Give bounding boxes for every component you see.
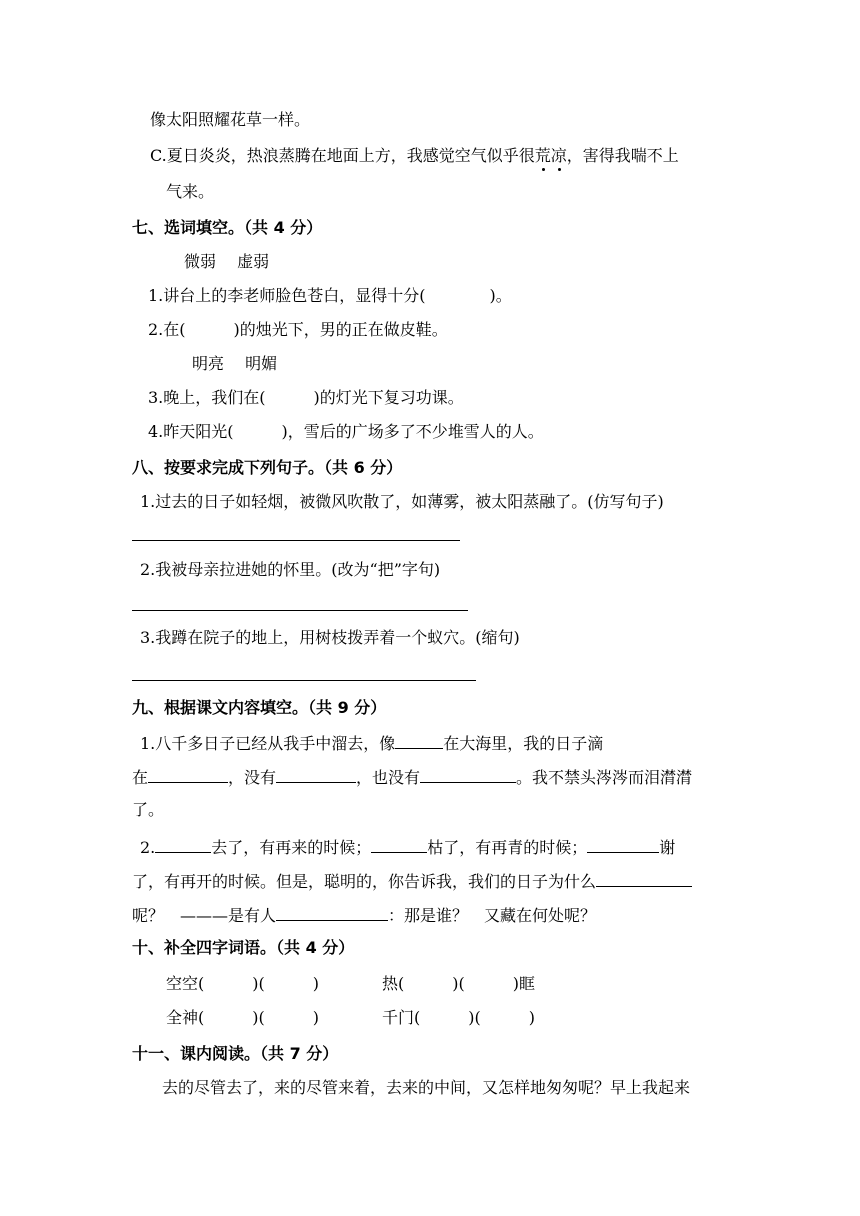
question-9-2-cont bbox=[132, 870, 692, 892]
question-9-1-cont bbox=[132, 766, 692, 788]
option-c-line bbox=[150, 146, 679, 166]
question-9-1-text: ，没有 bbox=[228, 768, 277, 787]
question-9-1-text: 1.八千多日子已经从我手中溜去，像 bbox=[140, 734, 396, 753]
question-8-1: 1.过去的日子如轻烟，被微风吹散了，如薄雾，被太阳蒸融了。(仿写句子) bbox=[140, 492, 664, 511]
question-9-1-text: 。我不禁头涔涔而泪潸潸 bbox=[516, 768, 693, 787]
question-9-2-text: 呢？ ———是有人 bbox=[132, 906, 277, 925]
text-line: 气来。 bbox=[166, 182, 215, 201]
text-line: 像太阳照耀花草一样。 bbox=[150, 110, 311, 129]
question-9-2-text: 去了，有再来的时候； bbox=[211, 838, 372, 857]
emphasis-char: 凉 bbox=[550, 146, 567, 165]
section-10-heading: 十、补全四字词语。（共 4 分） bbox=[132, 938, 355, 957]
question-7-4: 4.昨天阳光( )，雪后的广场多了不少堆雪人的人。 bbox=[148, 422, 544, 441]
emphasis-char: 荒 bbox=[534, 146, 551, 165]
reading-passage: 去的尽管去了，来的尽管来着，去来的中间，又怎样地匆匆呢？早上我起来 bbox=[162, 1078, 691, 1097]
question-9-2-text: 谢 bbox=[659, 838, 676, 857]
question-9-2-text: 了，有再开的时候。但是，聪明的，你告诉我，我们的日子为什么 bbox=[132, 872, 597, 891]
question-9-2-text: 枯了，有再青的时候； bbox=[427, 838, 588, 857]
blank[interactable] bbox=[395, 732, 443, 749]
question-9-1 bbox=[140, 732, 603, 754]
question-10-1: 空空( )( ) bbox=[166, 974, 319, 993]
question-9-2-end bbox=[132, 904, 596, 926]
answer-line[interactable] bbox=[132, 680, 476, 681]
option-c-text: ，害得我喘不上 bbox=[566, 146, 679, 165]
blank[interactable] bbox=[596, 870, 692, 887]
question-10-2: 热( )( )眶 bbox=[382, 974, 535, 993]
blank[interactable] bbox=[276, 766, 356, 783]
word-choices: 微弱 虚弱 bbox=[184, 252, 270, 271]
section-11-heading: 十一、课内阅读。（共 7 分） bbox=[132, 1044, 339, 1063]
question-7-1: 1.讲台上的李老师脸色苍白，显得十分( )。 bbox=[148, 286, 512, 305]
question-9-1-end: 了。 bbox=[132, 800, 165, 819]
blank[interactable] bbox=[587, 836, 659, 853]
section-8-heading: 八、按要求完成下列句子。（共 6 分） bbox=[132, 458, 403, 477]
answer-line[interactable] bbox=[132, 610, 468, 611]
answer-line[interactable] bbox=[132, 540, 460, 541]
question-7-3: 3.晚上，我们在( )的灯光下复习功课。 bbox=[148, 388, 464, 407]
question-9-1-text: 在大海里，我的日子滴 bbox=[443, 734, 604, 753]
blank[interactable] bbox=[155, 836, 211, 853]
question-8-2: 2.我被母亲拉进她的怀里。(改为“把”字句) bbox=[140, 560, 441, 579]
section-9-heading: 九、根据课文内容填空。（共 9 分） bbox=[132, 698, 387, 717]
question-9-2-text: 2. bbox=[140, 838, 156, 857]
section-7-heading: 七、选词填空。（共 4 分） bbox=[132, 218, 323, 237]
question-10-4: 千门( )( ) bbox=[382, 1008, 535, 1027]
option-c-text: C.夏日炎炎，热浪蒸腾在地面上方，我感觉空气似乎很 bbox=[150, 146, 535, 165]
question-9-2-text: ：那是谁？ 又藏在何处呢？ bbox=[388, 906, 597, 925]
blank[interactable] bbox=[420, 766, 516, 783]
question-8-3: 3.我蹲在院子的地上，用树枝拨弄着一个蚁穴。(缩句) bbox=[140, 628, 520, 647]
question-9-1-text: 在 bbox=[132, 768, 149, 787]
blank[interactable] bbox=[276, 904, 388, 921]
question-10-3: 全神( )( ) bbox=[166, 1008, 319, 1027]
question-7-2: 2.在( )的烛光下，男的正在做皮鞋。 bbox=[148, 320, 448, 339]
blank[interactable] bbox=[148, 766, 228, 783]
word-choices: 明亮 明媚 bbox=[192, 354, 278, 373]
blank[interactable] bbox=[371, 836, 427, 853]
question-9-1-text: ，也没有 bbox=[356, 768, 421, 787]
question-9-2 bbox=[140, 836, 675, 858]
